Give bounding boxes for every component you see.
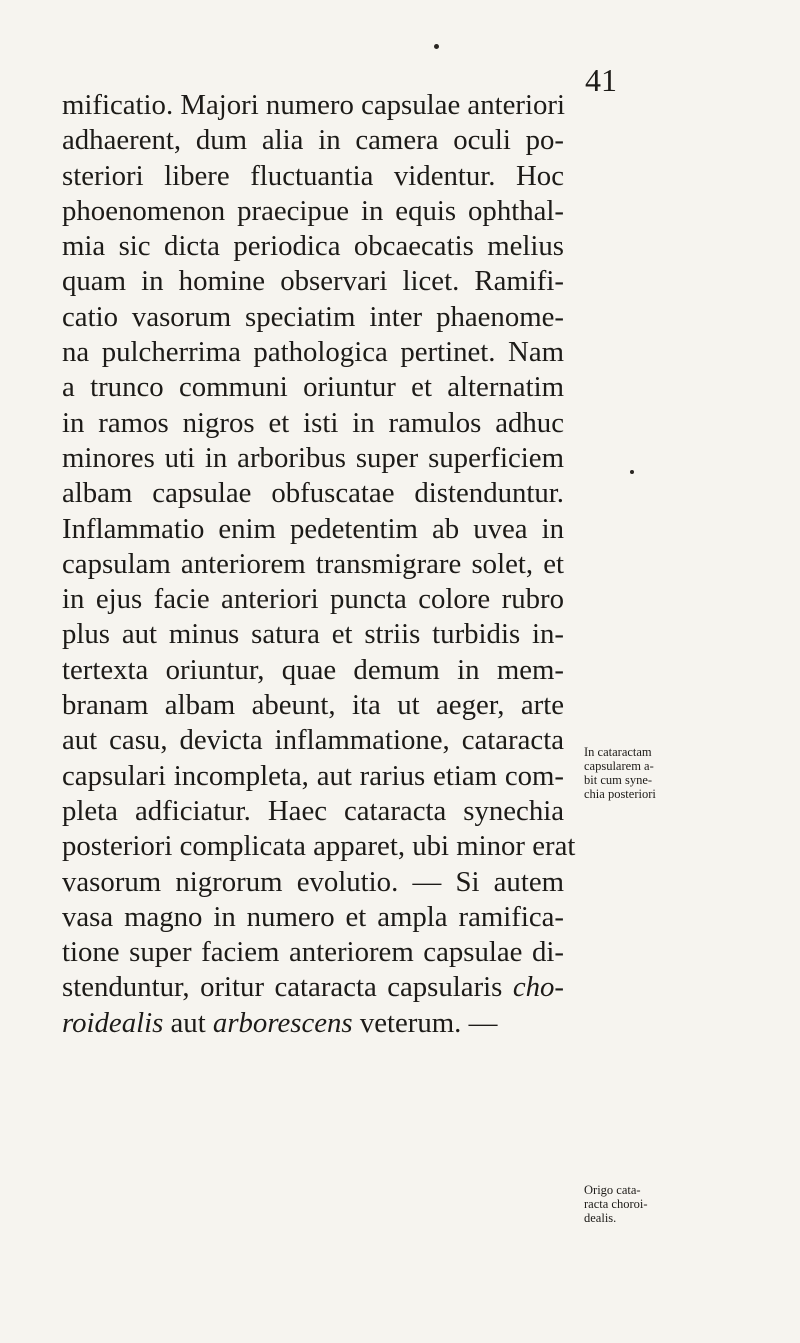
margin-note-cataract-synechia [584, 745, 656, 801]
main-text [62, 88, 576, 1041]
text-line: mia sic dicta periodica obcaecatis melius [62, 230, 564, 263]
margin-note-line: bit cum syne- [584, 773, 653, 787]
ink-speck [630, 470, 634, 474]
margin-note-line: In cataractam [584, 745, 652, 759]
margin-note-line: racta choroi- [584, 1197, 648, 1211]
text-fragment: aut [163, 1006, 213, 1039]
italic-term: roidealis [62, 1006, 164, 1039]
text-line: aut casu, devicta inflammatione, cataracta [62, 724, 564, 757]
margin-note-line: capsularem a- [584, 759, 654, 773]
text-line: catio vasorum speciatim inter phaenome- [62, 300, 564, 333]
text-line: vasorum nigrorum evolutio. — Si autem [62, 865, 564, 898]
italic-term: arborescens [212, 1006, 353, 1039]
text-line: Inflammatio enim pedetentim ab uvea in [62, 512, 564, 545]
italic-term: cho- [512, 971, 564, 1004]
text-line [62, 1006, 564, 1041]
margin-note-line: dealis. [584, 1211, 617, 1225]
text-line: quam in homine observari licet. Ramifi- [62, 265, 564, 298]
page-number: 41 [585, 62, 617, 98]
text-line: posteriori complicata apparet, ubi minor erat [62, 830, 576, 863]
text-line: na pulcherrima pathologica pertinet. Nam [62, 336, 564, 369]
text-line: vasa magno in numero et ampla ramifica- [62, 900, 564, 933]
text-line: branam albam abeunt, ita ut aeger, arte [62, 689, 564, 722]
text-line: capsulam anteriorem transmigrare solet, et [62, 547, 564, 580]
text-fragment: veterum. — [352, 1006, 498, 1039]
text-line: tione super faciem anteriorem capsulae di- [62, 936, 564, 969]
text-line: minores uti in arboribus super superficiem [62, 441, 564, 474]
ink-speck [434, 44, 439, 49]
text-fragment: stenduntur, oritur cataracta capsularis [62, 971, 513, 1004]
text-line: in ejus facie anteriori puncta colore rubro [62, 583, 564, 616]
text-line: capsulari incompleta, aut rarius etiam com- [62, 759, 564, 792]
margin-note-choroidal-origin [584, 1183, 656, 1225]
text-line: tertexta oriuntur, quae demum in mem- [62, 653, 564, 686]
text-line: adhaerent, dum alia in camera oculi po- [62, 124, 564, 157]
margin-note-line: chia posteriori [584, 787, 656, 801]
text-line: pleta adficiatur. Haec cataracta synechia [62, 794, 564, 827]
margin-note-line: Origo cata- [584, 1183, 641, 1197]
text-line: a trunco communi oriuntur et alternatim [62, 371, 564, 404]
text-line: steriori libere fluctuantia videntur. Hoc [62, 159, 564, 192]
text-line: phoenomenon praecipue in equis ophthal- [62, 194, 564, 227]
text-line: albam capsulae obfuscatae distenduntur. [62, 477, 564, 510]
text-line: plus aut minus satura et striis turbidis in- [62, 618, 564, 651]
text-line: in ramos nigros et isti in ramulos adhuc [62, 406, 564, 439]
text-line [62, 970, 564, 1005]
text-line: mificatio. Majori numero capsulae anteriori [62, 89, 565, 121]
